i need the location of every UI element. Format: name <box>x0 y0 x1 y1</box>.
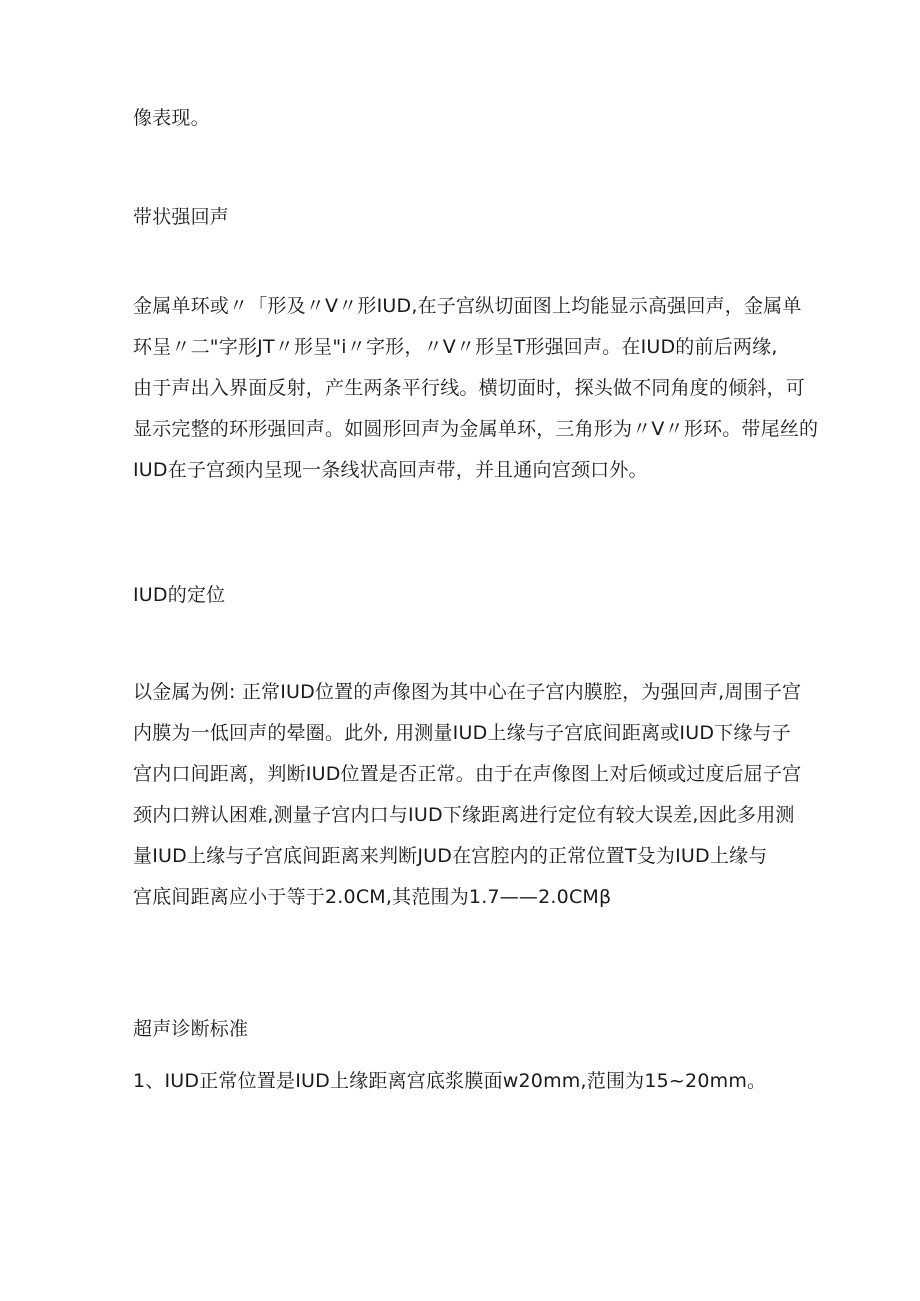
heading-text: 带状强回声 <box>133 206 230 228</box>
paragraph-criterion-1 <box>133 1061 793 1102</box>
text-line: 显示完整的环形强回声。如圆形回声为金属单环，三角形为〃V〃形环。带尾丝的 <box>133 418 819 440</box>
paragraph-metal-ring <box>133 286 819 491</box>
text-line: 环呈〃二"字形JT〃形呈"i〃字形，〃V〃形呈T形强回声。在IUD的前后两缘, <box>133 336 778 358</box>
text-line: 像表现。 <box>133 107 210 129</box>
text-line: 由于声出入界面反射，产生两条平行线。横切面时，探头做不同角度的倾斜，可 <box>133 377 806 399</box>
text-line: 宫底间距离应小于等于2.0CM,其范围为1.7——2.0CMβ <box>133 886 612 908</box>
text-line: 内膜为一低回声的晕圈。此外, 用测量IUD上缘与子宫底间距离或IUD下缘与子 <box>133 722 791 744</box>
text-line: 以金属为例: 正常IUD位置的声像图为其中心在子宫内膜腔，为强回声,周围子宫 <box>133 681 802 703</box>
text-line: 颈内口辨认困难,测量子宫内口与IUD下缘距离进行定位有较大误差,因此多用测 <box>133 804 795 826</box>
heading-text: IUD的定位 <box>133 584 226 606</box>
text-line: 1、IUD正常位置是IUD上缘距离宫底浆膜面w20mm,范围为15~20mm。 <box>133 1070 767 1092</box>
paragraph-positioning <box>133 672 802 918</box>
text-line: 宫内口间距离，判断IUD位置是否正常。由于在声像图上对后倾或过度后屈子宫 <box>133 763 802 785</box>
heading-text: 超声诊断标准 <box>133 1018 249 1040</box>
section-heading-band-echo <box>133 197 793 238</box>
section-heading-iud-position <box>133 575 793 616</box>
paragraph-continuation <box>133 98 793 139</box>
text-line: 金属单环或〃「形及〃V〃形IUD,在子宫纵切面图上均能显示高强回声，金属单 <box>133 295 802 317</box>
text-line: 量IUD上缘与子宫底间距离来判断JUD在宫腔内的正常位置T殳为IUD上缘与 <box>133 845 768 867</box>
text-line: IUD在子宫颈内呈现一条线状高回声带，并且通向宫颈口外。 <box>133 459 648 481</box>
section-heading-diagnostic-criteria <box>133 1009 793 1050</box>
